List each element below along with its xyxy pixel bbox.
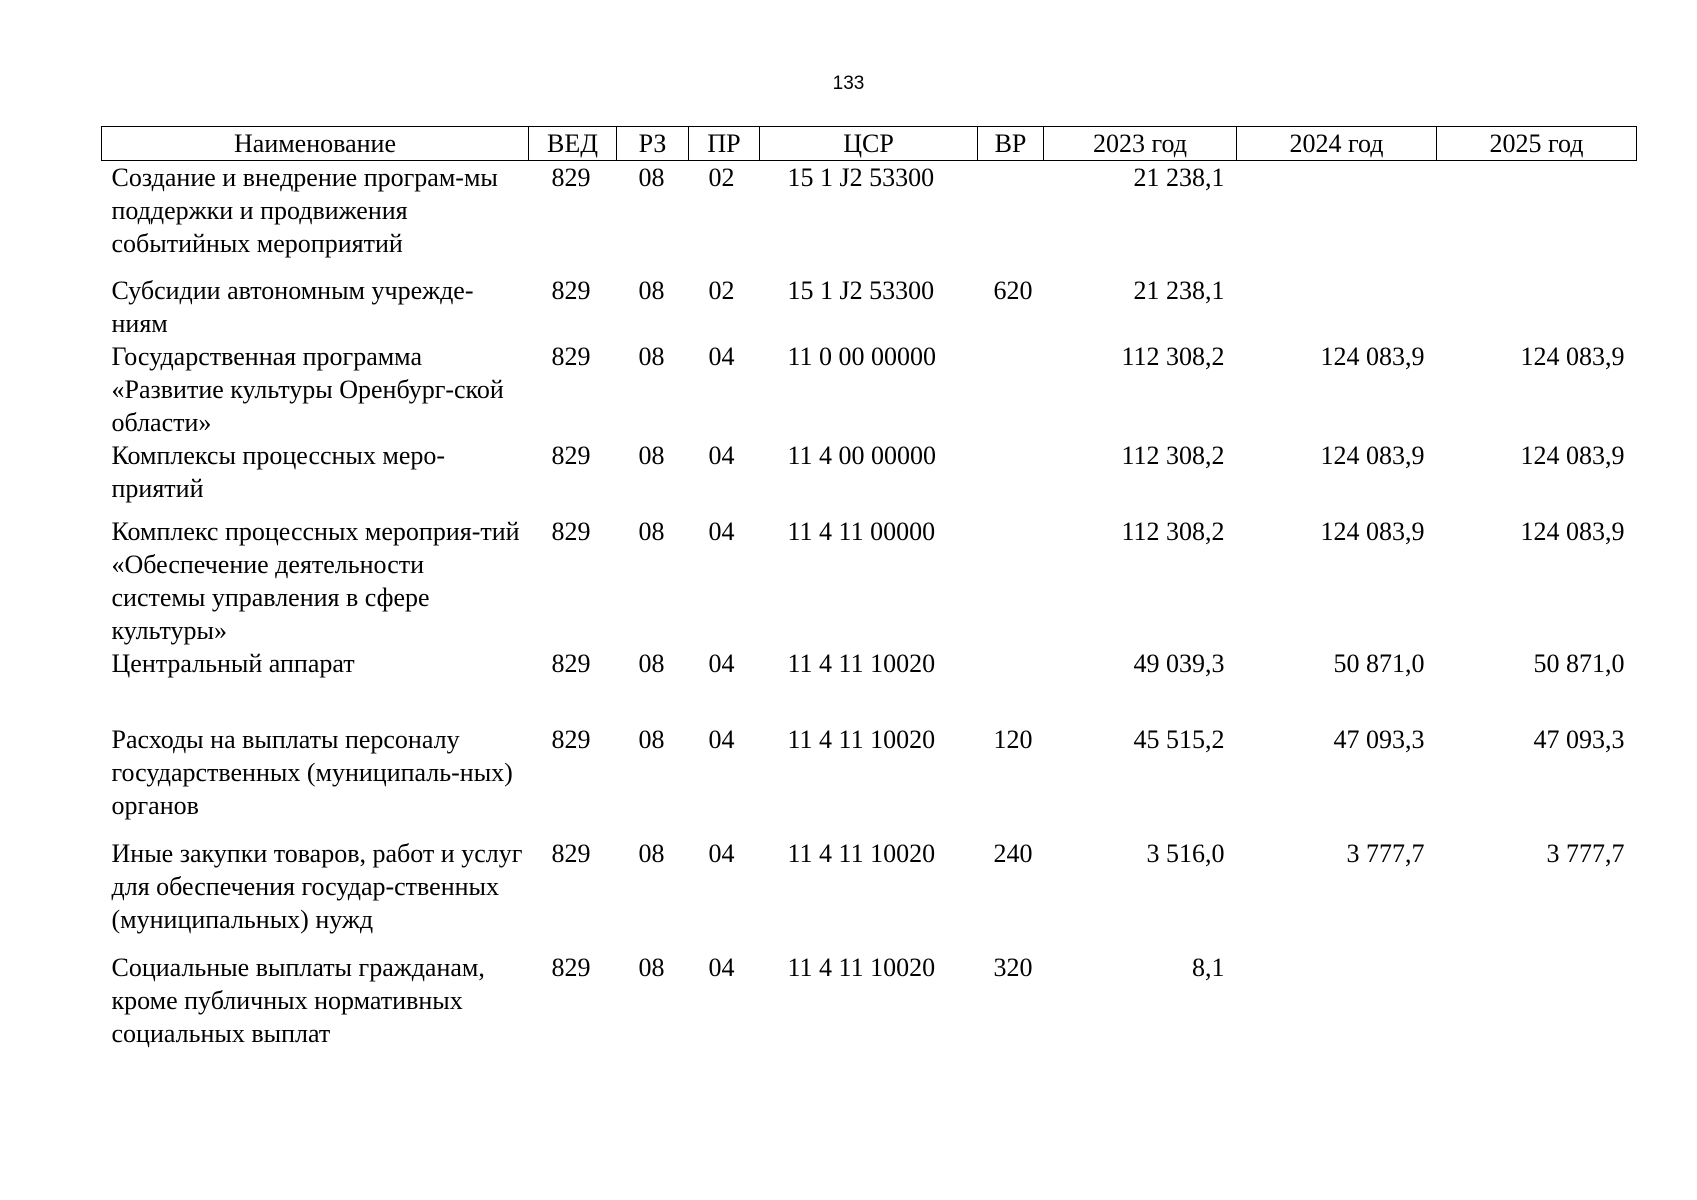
table-header-row (102, 127, 1637, 161)
cell-ved: 829 (551, 725, 591, 754)
table-row (102, 647, 1637, 723)
cell-ved: 829 (551, 953, 591, 982)
header-pr: ПР (689, 127, 760, 161)
cell-csr: 11 4 00 00000 (787, 441, 937, 470)
cell-rz: 08 (638, 276, 665, 305)
cell-pr: 04 (708, 725, 735, 754)
cell-rz: 08 (638, 839, 665, 868)
cell-ved: 829 (551, 649, 591, 678)
cell-2025: 3 777,7 (1546, 839, 1625, 868)
table-row (102, 274, 1637, 340)
cell-vr: 120 (993, 725, 1033, 754)
table-row (102, 340, 1637, 439)
table-row (102, 723, 1637, 837)
budget-table (101, 126, 1637, 1050)
header-2025: 2025 год (1437, 127, 1637, 161)
cell-rz: 08 (638, 517, 665, 546)
cell-vr: 620 (993, 276, 1033, 305)
header-rz: РЗ (617, 127, 689, 161)
cell-ved: 829 (551, 517, 591, 546)
cell-ved: 829 (551, 839, 591, 868)
cell-2023: 45 515,2 (1133, 725, 1225, 754)
cell-csr: 11 4 11 10020 (787, 649, 936, 678)
cell-rz: 08 (638, 342, 665, 371)
cell-name: Иные закупки товаров, работ и услуг для обеспечения государ-ственных (муниципальных) нужд (111, 839, 523, 934)
cell-vr (978, 647, 1044, 723)
cell-2025: 124 083,9 (1520, 517, 1625, 546)
cell-vr (978, 515, 1044, 647)
table-row (102, 439, 1637, 515)
cell-csr: 11 4 11 10020 (787, 725, 936, 754)
table-row (102, 161, 1637, 275)
cell-pr: 04 (708, 839, 735, 868)
cell-2024: 124 083,9 (1320, 342, 1425, 371)
header-2024: 2024 год (1237, 127, 1437, 161)
cell-2024: 47 093,3 (1333, 725, 1425, 754)
header-csr: ЦСР (760, 127, 978, 161)
cell-pr: 04 (708, 441, 735, 470)
cell-2025: 47 093,3 (1533, 725, 1625, 754)
table-row (102, 951, 1637, 1050)
cell-csr: 11 4 11 00000 (787, 517, 936, 546)
cell-ved: 829 (551, 163, 591, 192)
cell-name: Государственная программа «Развитие культуры Оренбург-ской области» (111, 342, 504, 437)
cell-csr: 11 0 00 00000 (787, 342, 937, 371)
cell-ved: 829 (551, 342, 591, 371)
cell-vr (978, 340, 1044, 439)
cell-2024 (1237, 951, 1437, 1050)
header-name: Наименование (102, 127, 529, 161)
cell-pr: 04 (708, 342, 735, 371)
cell-name: Центральный аппарат (111, 649, 355, 678)
cell-2024: 124 083,9 (1320, 517, 1425, 546)
table-row (102, 837, 1637, 951)
cell-name: Расходы на выплаты персоналу государственных (муниципаль-ных) органов (111, 725, 513, 820)
cell-pr: 04 (708, 517, 735, 546)
cell-2024: 50 871,0 (1333, 649, 1425, 678)
cell-2025: 124 083,9 (1520, 441, 1625, 470)
header-ved: ВЕД (529, 127, 617, 161)
cell-csr: 15 1 J2 53300 (787, 163, 935, 192)
cell-2023: 112 308,2 (1121, 342, 1225, 371)
cell-2024 (1237, 161, 1437, 275)
cell-2024: 124 083,9 (1320, 441, 1425, 470)
cell-name: Комплекс процессных мероприя-тий «Обеспечение деятельности системы управления в сфере культуры» (111, 517, 520, 645)
cell-pr: 04 (708, 953, 735, 982)
cell-2023: 112 308,2 (1121, 517, 1225, 546)
cell-2025: 124 083,9 (1520, 342, 1625, 371)
cell-2025 (1437, 951, 1637, 1050)
cell-rz: 08 (638, 441, 665, 470)
cell-rz: 08 (638, 953, 665, 982)
cell-vr: 240 (993, 839, 1033, 868)
cell-2024 (1237, 274, 1437, 340)
cell-rz: 08 (638, 649, 665, 678)
cell-2023: 3 516,0 (1146, 839, 1225, 868)
cell-2023: 112 308,2 (1121, 441, 1225, 470)
cell-2025 (1437, 274, 1637, 340)
cell-name: Комплексы процессных меро-приятий (111, 441, 446, 503)
cell-csr: 15 1 J2 53300 (787, 276, 935, 305)
cell-2023: 21 238,1 (1133, 163, 1225, 192)
cell-rz: 08 (638, 725, 665, 754)
header-2023: 2023 год (1044, 127, 1237, 161)
cell-ved: 829 (551, 276, 591, 305)
cell-vr (978, 161, 1044, 275)
cell-pr: 02 (708, 276, 735, 305)
cell-csr: 11 4 11 10020 (787, 839, 936, 868)
cell-name: Социальные выплаты гражданам, кроме публичных нормативных социальных выплат (111, 953, 485, 1048)
cell-pr: 04 (708, 649, 735, 678)
cell-vr: 320 (993, 953, 1033, 982)
cell-ved: 829 (551, 441, 591, 470)
header-vr: ВР (978, 127, 1044, 161)
cell-2023: 49 039,3 (1133, 649, 1225, 678)
page-number: 133 (832, 73, 865, 94)
table-row (102, 515, 1637, 647)
cell-2024: 3 777,7 (1346, 839, 1425, 868)
cell-vr (978, 439, 1044, 515)
cell-2025: 50 871,0 (1533, 649, 1625, 678)
cell-csr: 11 4 11 10020 (787, 953, 936, 982)
cell-2025 (1437, 161, 1637, 275)
cell-name: Создание и внедрение програм-мы поддержки и продвижения событийных мероприятий (111, 163, 498, 258)
cell-2023: 8,1 (1192, 953, 1225, 982)
cell-pr: 02 (708, 163, 735, 192)
cell-2023: 21 238,1 (1133, 276, 1225, 305)
cell-name: Субсидии автономным учрежде-ниям (111, 276, 474, 338)
cell-rz: 08 (638, 163, 665, 192)
